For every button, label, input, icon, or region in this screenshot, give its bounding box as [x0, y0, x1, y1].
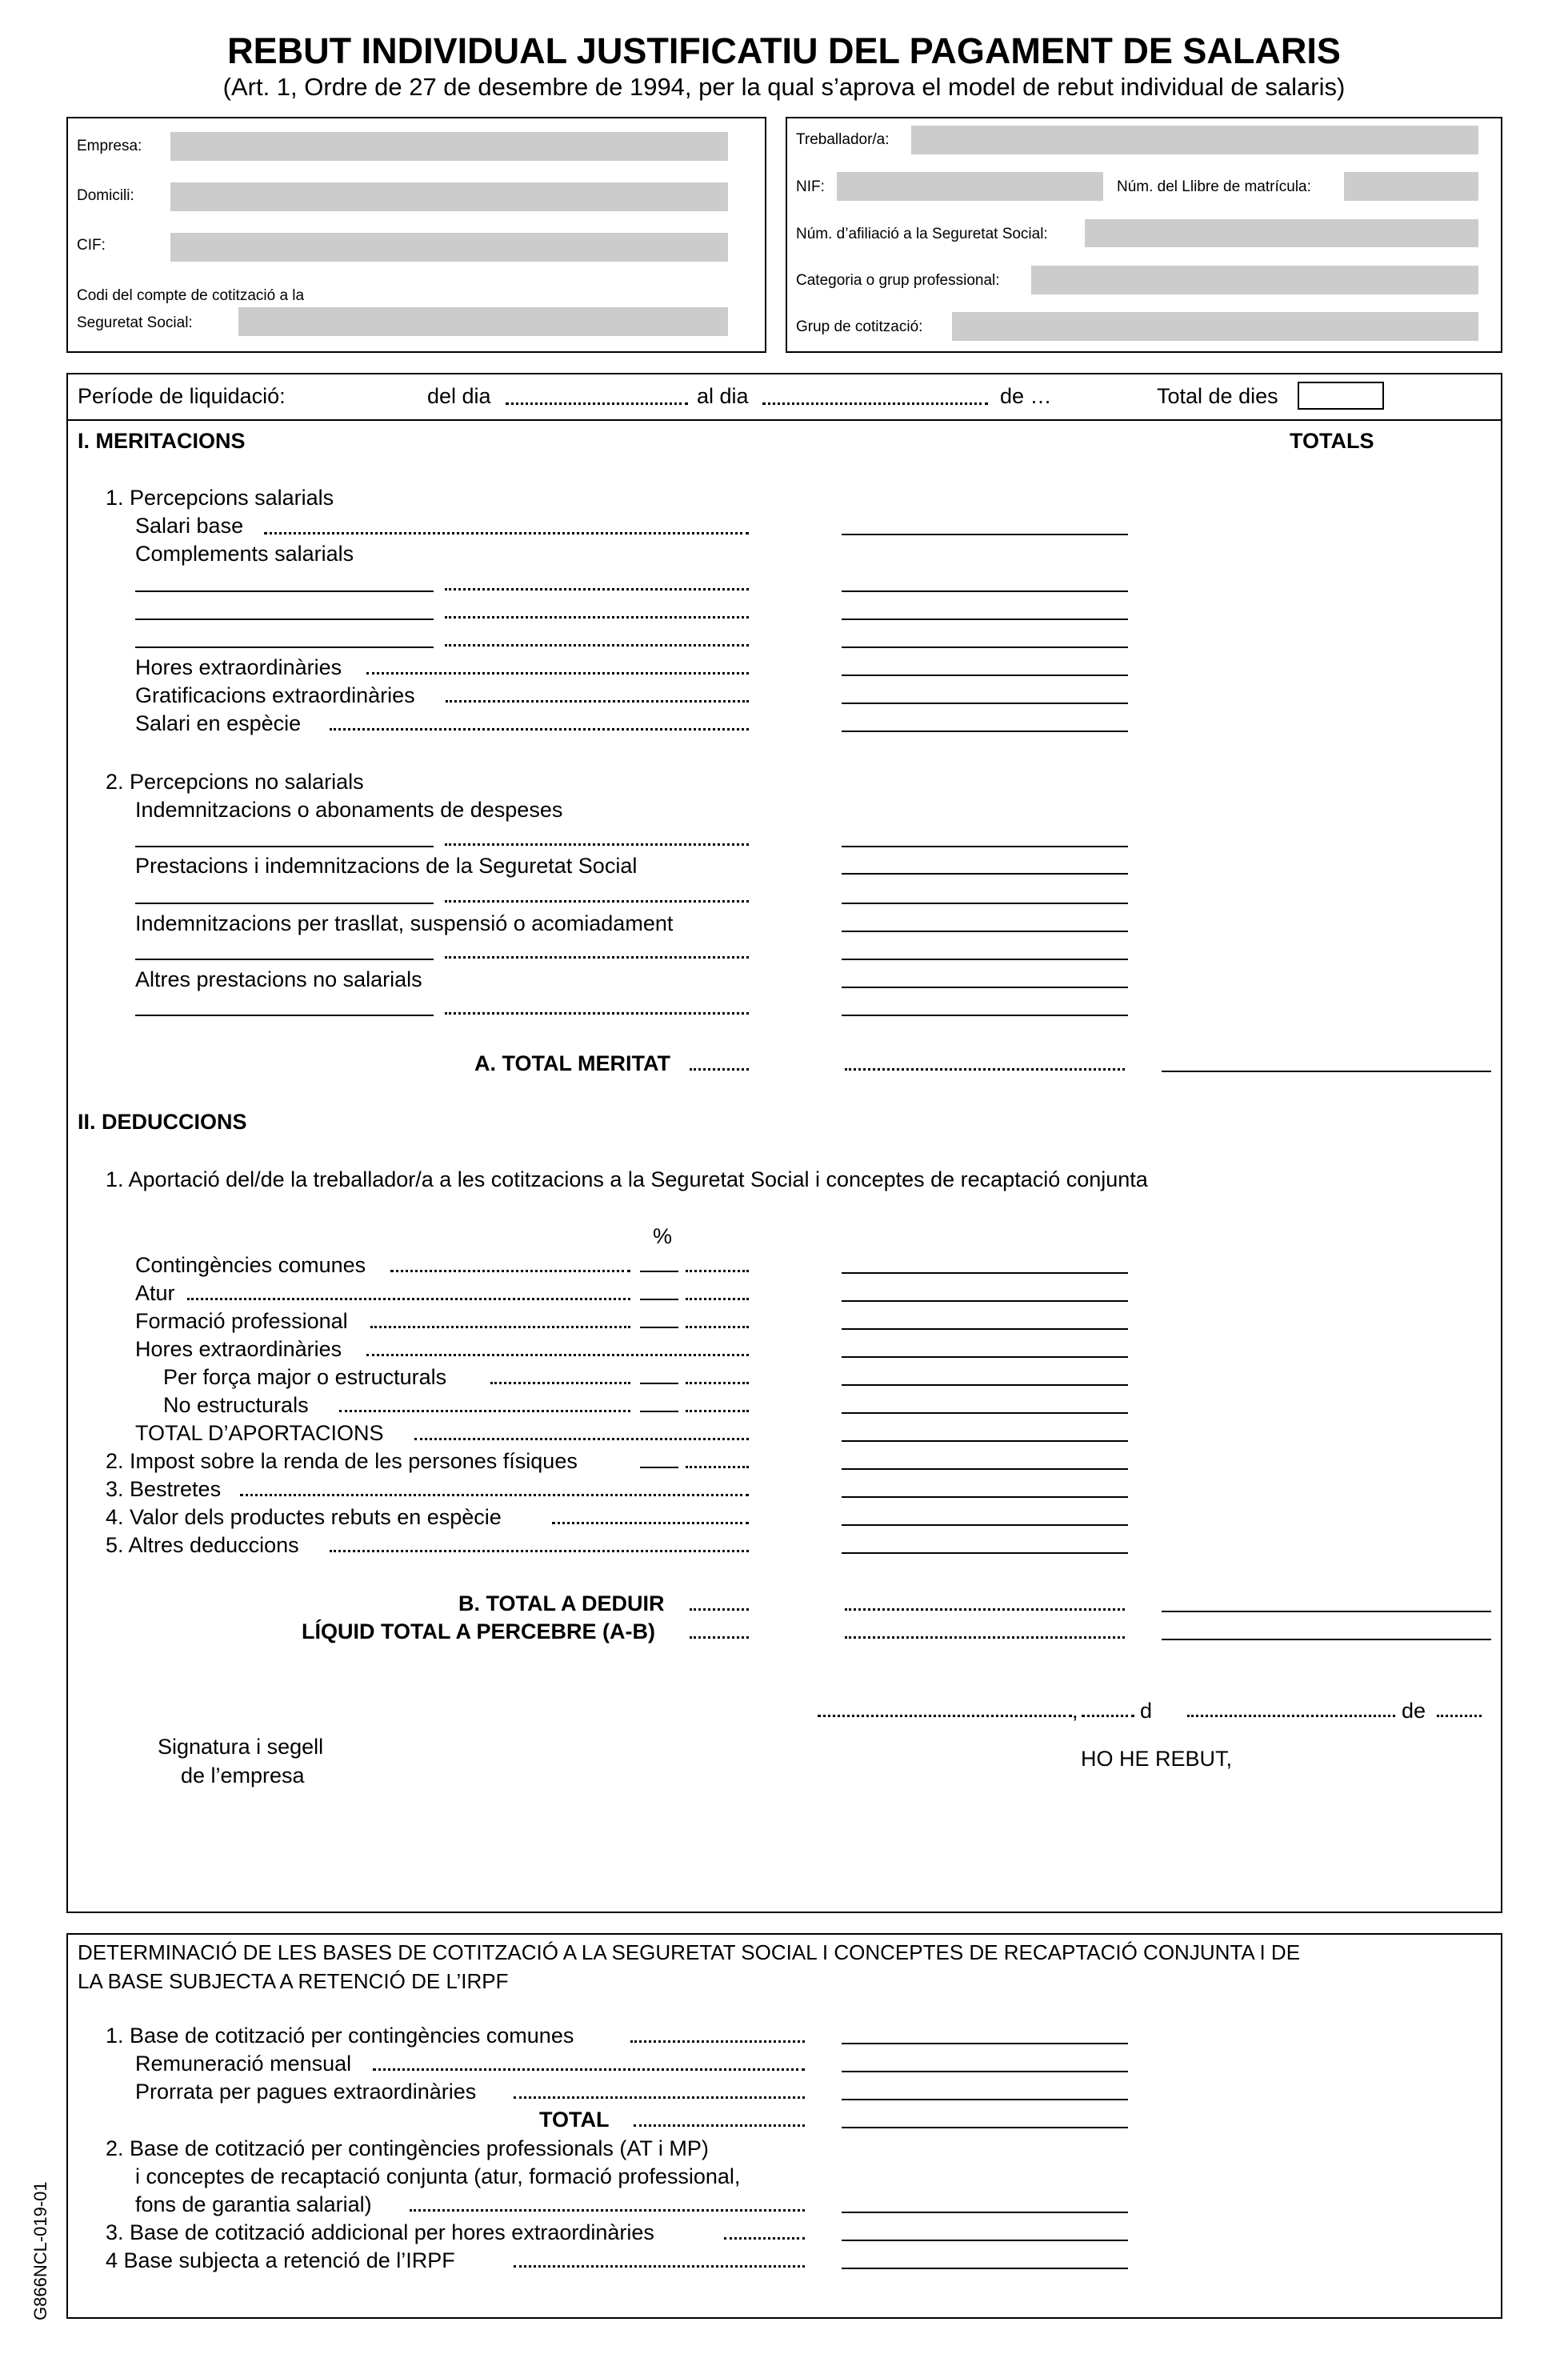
cif-label: CIF:	[77, 237, 106, 254]
period-label: Període de liquidació:	[78, 384, 286, 408]
base-hores-extra-amount[interactable]	[842, 2240, 1128, 2241]
leader-dots	[686, 1410, 749, 1412]
leader-dots	[366, 672, 749, 675]
bestretes-amount[interactable]	[842, 1496, 1128, 1498]
salari-especie-label: Salari en espècie	[135, 711, 302, 735]
bases-total-amount[interactable]	[842, 2127, 1128, 2128]
altres-prestacions-amount[interactable]	[842, 987, 1128, 988]
formacio-label: Formació professional	[135, 1309, 348, 1333]
date-d-label: d	[1140, 1699, 1153, 1723]
base-professionals-line3: fons de garantia salarial)	[135, 2192, 372, 2216]
date-month-input[interactable]	[1187, 1715, 1395, 1717]
base-professionals-line2: i conceptes de recaptació conjunta (atur, formació professional,	[135, 2164, 741, 2188]
leader-dots	[690, 1636, 749, 1639]
percepcions-salarials-title: 1. Percepcions salarials	[106, 486, 334, 510]
leader-dots	[686, 1270, 749, 1272]
date-de-label: de	[1402, 1699, 1426, 1723]
totals-heading: TOTALS	[1290, 429, 1374, 453]
indemn-despeses-concept[interactable]	[135, 846, 434, 847]
leader-dots	[686, 1382, 749, 1384]
afiliacio-label: Núm. d’afiliació a la Seguretat Social:	[796, 226, 1048, 242]
deduccions-heading: II. DEDUCCIONS	[78, 1110, 247, 1134]
prorrata-amount[interactable]	[842, 2099, 1128, 2100]
total-meritat-label: A. TOTAL MERITAT	[474, 1051, 670, 1075]
period-divider	[66, 419, 1502, 421]
main-box	[66, 373, 1502, 1913]
leader-dots	[339, 1410, 630, 1412]
total-deduir-label: B. TOTAL A DEDUIR	[458, 1591, 665, 1615]
company-signature-label-1: Signatura i segell	[158, 1735, 324, 1759]
no-estructurals-amount[interactable]	[842, 1412, 1128, 1414]
leader-dots	[724, 2237, 805, 2240]
atur-amount[interactable]	[842, 1300, 1128, 1302]
categoria-field[interactable]	[1031, 266, 1478, 294]
llibre-label: Núm. del Llibre de matrícula:	[1117, 178, 1311, 195]
llibre-matricula-field[interactable]	[1344, 172, 1478, 201]
base-irpf-amount[interactable]	[842, 2268, 1128, 2269]
percent-header: %	[653, 1224, 673, 1248]
percepcions-no-salarials-title: 2. Percepcions no salarials	[106, 770, 364, 794]
leader-dots	[330, 1550, 749, 1552]
leader-dots	[445, 900, 749, 903]
salari-base-amount[interactable]	[842, 534, 1128, 535]
date-day-input[interactable]	[1082, 1715, 1134, 1717]
forca-major-label: Per força major o estructurals	[163, 1365, 447, 1389]
gratificacions-amount[interactable]	[842, 703, 1128, 704]
complement-amount-3[interactable]	[842, 647, 1128, 648]
leader-dots	[686, 1298, 749, 1300]
page-subtitle: (Art. 1, Ordre de 27 de desembre de 1994, per la qual s’aprova el model de rebut individual de salaris)	[222, 73, 1346, 101]
hores-extra-label: Hores extraordinàries	[135, 655, 342, 679]
period-del-dia-label: del dia	[427, 384, 491, 408]
no-estructurals-percent[interactable]	[640, 1411, 678, 1412]
leader-dots	[414, 1438, 749, 1440]
atur-percent[interactable]	[640, 1299, 678, 1300]
prestacions-ss-label: Prestacions i indemnitzacions de la Seguretat Social	[135, 854, 638, 878]
altres-prestacions-label: Altres prestacions no salarials	[135, 967, 422, 991]
no-estructurals-label: No estructurals	[163, 1393, 309, 1417]
grup-cotitzacio-field[interactable]	[952, 312, 1478, 341]
leader-dots	[187, 1298, 630, 1300]
prestacions-ss-concept[interactable]	[135, 903, 434, 904]
period-to-input[interactable]	[762, 402, 988, 405]
company-signature-label-2: de l’empresa	[181, 1763, 305, 1788]
prorrata-label: Prorrata per pagues extraordinàries	[135, 2080, 477, 2104]
leader-dots	[240, 1494, 749, 1496]
leader-dots	[264, 532, 749, 534]
valor-productes-label: 4. Valor dels productes rebuts en espècie	[106, 1505, 502, 1529]
indemn-trasllat-label: Indemnitzacions per trasllat, suspensió o acomiadament	[135, 911, 674, 935]
bases-heading-line2: LA BASE SUBJECTA A RETENCIÓ DE L’IRPF	[78, 1969, 509, 1993]
salari-base-label: Salari base	[135, 514, 244, 538]
leader-dots	[445, 588, 749, 590]
base-professionals-line1: 2. Base de cotització per contingències professionals (AT i MP)	[106, 2136, 709, 2160]
total-meritat-subtotal[interactable]	[845, 1068, 1125, 1071]
date-comma: ,	[1072, 1699, 1078, 1723]
salari-especie-amount[interactable]	[842, 731, 1128, 732]
nif-field[interactable]	[837, 172, 1103, 201]
leader-dots	[690, 1068, 749, 1071]
page-title: REBUT INDIVIDUAL JUSTIFICATIU DEL PAGAMENT DE SALARIS	[227, 30, 1341, 71]
total-deduir-amount[interactable]	[1162, 1611, 1491, 1612]
nif-label: NIF:	[796, 178, 825, 195]
leader-dots	[686, 1326, 749, 1328]
bestretes-label: 3. Bestretes	[106, 1477, 222, 1501]
altres-prestacions-amount-2[interactable]	[842, 1015, 1128, 1016]
base-irpf-label: 4 Base subjecta a retenció de l’IRPF	[106, 2248, 455, 2272]
total-meritat-amount[interactable]	[1162, 1071, 1491, 1072]
base-hores-extra-label: 3. Base de cotització addicional per hores extraordinàries	[106, 2220, 654, 2244]
total-dies-label: Total de dies	[1157, 384, 1278, 408]
prestacions-ss-amount-2[interactable]	[842, 903, 1128, 904]
indemn-trasllat-concept[interactable]	[135, 959, 434, 960]
domicili-label: Domicili:	[77, 187, 134, 204]
leader-dots	[366, 1354, 749, 1356]
remuneracio-label: Remuneració mensual	[135, 2052, 352, 2076]
leader-dots	[514, 2265, 805, 2268]
leader-dots	[445, 1012, 749, 1015]
period-from-input[interactable]	[506, 402, 688, 405]
leader-dots	[445, 644, 749, 647]
complement-concept-2[interactable]	[135, 619, 434, 620]
afiliacio-field[interactable]	[1085, 219, 1478, 247]
gratificacions-label: Gratificacions extraordinàries	[135, 683, 415, 707]
categoria-label: Categoria o grup professional:	[796, 272, 1000, 289]
leader-dots	[634, 2124, 805, 2127]
complement-concept-1[interactable]	[135, 590, 434, 592]
irpf-label: 2. Impost sobre la renda de les persones físiques	[106, 1449, 578, 1473]
treballador-field[interactable]	[911, 126, 1478, 154]
complements-salarials-label: Complements salarials	[135, 542, 354, 566]
codi-label-line2: Seguretat Social:	[77, 314, 193, 331]
complement-concept-3[interactable]	[135, 647, 434, 648]
treballador-label: Treballador/a:	[796, 131, 890, 148]
leader-dots	[552, 1522, 749, 1524]
cif-field[interactable]	[170, 233, 728, 262]
worker-signature-area[interactable]	[880, 1776, 1440, 1904]
leader-dots	[690, 1608, 749, 1611]
leader-dots	[630, 2040, 805, 2043]
hores-extra-ded-amount[interactable]	[842, 1356, 1128, 1358]
leader-dots	[390, 1270, 630, 1272]
formacio-amount[interactable]	[842, 1328, 1128, 1330]
leader-dots	[373, 2068, 805, 2071]
base-professionals-amount[interactable]	[842, 2212, 1128, 2213]
leader-dots	[446, 700, 749, 703]
leader-dots	[410, 2209, 805, 2212]
complement-amount-1[interactable]	[842, 590, 1128, 592]
altres-prestacions-concept[interactable]	[135, 1015, 434, 1016]
hores-extra-ded-label: Hores extraordinàries	[135, 1337, 342, 1361]
irpf-percent[interactable]	[640, 1467, 678, 1468]
leader-dots	[514, 2096, 805, 2099]
contingencies-amount[interactable]	[842, 1272, 1128, 1274]
indemn-despeses-label: Indemnitzacions o abonaments de despeses	[135, 798, 563, 822]
bases-heading-line1: DETERMINACIÓ DE LES BASES DE COTITZACIÓ A LA SEGURETAT SOCIAL I CONCEPTES DE RECAPTACIÓ CONJUNTA I DE	[78, 1940, 1301, 1964]
indemn-despeses-amount[interactable]	[842, 846, 1128, 847]
complement-amount-2[interactable]	[842, 619, 1128, 620]
indemn-trasllat-amount-2[interactable]	[842, 959, 1128, 960]
hores-extra-amount[interactable]	[842, 675, 1128, 676]
base-contingencies-amount[interactable]	[842, 2043, 1128, 2044]
company-signature-area[interactable]	[80, 1792, 720, 1904]
bases-total-label: TOTAL	[539, 2108, 610, 2132]
domicili-field[interactable]	[170, 182, 728, 211]
total-deduir-subtotal[interactable]	[845, 1608, 1125, 1611]
received-label: HO HE REBUT,	[1081, 1747, 1233, 1771]
codi-compte-field[interactable]	[238, 307, 728, 336]
liquid-total-label: LÍQUID TOTAL A PERCEBRE (A-B)	[302, 1619, 655, 1643]
leader-dots	[445, 843, 749, 846]
period-de-label: de …	[1000, 384, 1052, 408]
leader-dots	[330, 728, 749, 731]
codi-label-line1: Codi del compte de cotització a la	[77, 287, 305, 304]
atur-label: Atur	[135, 1281, 175, 1305]
date-year-input[interactable]	[1437, 1715, 1482, 1717]
empresa-label: Empresa:	[77, 138, 142, 154]
leader-dots	[370, 1326, 630, 1328]
forca-major-percent[interactable]	[640, 1383, 678, 1384]
meritacions-heading: I. MERITACIONS	[78, 429, 246, 453]
contingencies-label: Contingències comunes	[135, 1253, 366, 1277]
leader-dots	[445, 956, 749, 959]
prestacions-ss-amount[interactable]	[842, 873, 1128, 875]
leader-dots	[490, 1382, 630, 1384]
total-aportacions-amount[interactable]	[842, 1440, 1128, 1442]
liquid-total-subtotal[interactable]	[845, 1636, 1125, 1639]
indemn-trasllat-amount[interactable]	[842, 931, 1128, 932]
contingencies-percent[interactable]	[640, 1271, 678, 1272]
valor-productes-amount[interactable]	[842, 1524, 1128, 1526]
form-code: G866NCL-019-01	[30, 2181, 50, 2320]
forca-major-amount[interactable]	[842, 1384, 1128, 1386]
grup-cotitzacio-label: Grup de cotització:	[796, 318, 923, 335]
altres-deduccions-label: 5. Altres deduccions	[106, 1533, 299, 1557]
remuneracio-amount[interactable]	[842, 2071, 1128, 2072]
base-contingencies-label: 1. Base de cotització per contingències comunes	[106, 2024, 574, 2048]
irpf-amount[interactable]	[842, 1468, 1128, 1470]
aportacio-title: 1. Aportació del/de la treballador/a a les cotitzacions a la Seguretat Social i conceptes de recaptació conjunta	[106, 1167, 1148, 1191]
formacio-percent[interactable]	[640, 1327, 678, 1328]
leader-dots	[686, 1466, 749, 1468]
total-aportacions-label: TOTAL D’APORTACIONS	[135, 1421, 384, 1445]
date-place-input[interactable]	[818, 1715, 1072, 1717]
liquid-total-amount[interactable]	[1162, 1639, 1491, 1640]
empresa-field[interactable]	[170, 132, 728, 161]
leader-dots	[445, 616, 749, 619]
total-dies-input[interactable]	[1298, 382, 1384, 410]
period-al-dia-label: al dia	[697, 384, 749, 408]
altres-deduccions-amount[interactable]	[842, 1552, 1128, 1554]
